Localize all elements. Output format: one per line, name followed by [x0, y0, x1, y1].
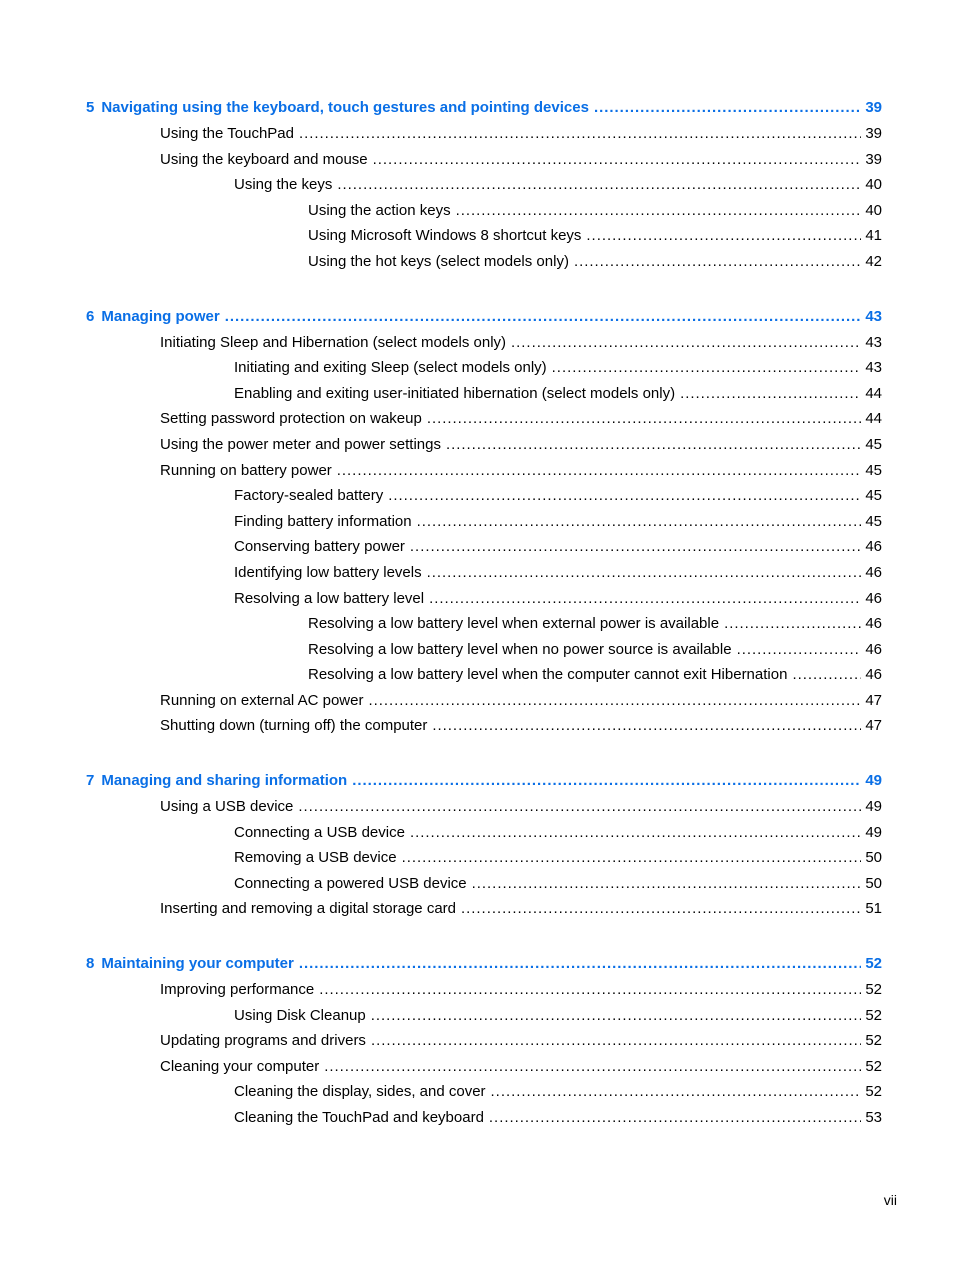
- entry-title: Connecting a powered USB device: [234, 874, 467, 892]
- dot-leader: [792, 662, 861, 688]
- entry-page-number: 50: [865, 849, 882, 867]
- toc-entry-link[interactable]: [86, 820, 882, 846]
- dot-leader: [586, 223, 861, 249]
- dot-leader: [724, 611, 861, 637]
- entry-title: Shutting down (turning off) the computer: [160, 717, 428, 735]
- entry-title: Using the keyboard and mouse: [160, 150, 368, 168]
- toc-entry-link[interactable]: [86, 637, 882, 663]
- toc-entry-link[interactable]: [86, 713, 882, 739]
- dot-leader: [373, 147, 862, 173]
- chapter-number: 5: [86, 99, 95, 116]
- dot-leader: [319, 977, 861, 1003]
- entry-title: Updating programs and drivers: [160, 1032, 366, 1050]
- entry-page-number: 50: [865, 874, 882, 892]
- entry-page-number: 52: [865, 1083, 882, 1101]
- dot-leader: [410, 820, 861, 846]
- dot-leader: [429, 586, 861, 612]
- dot-leader: [225, 303, 862, 330]
- entry-page-number: 52: [865, 981, 882, 999]
- entry-page-number: 53: [865, 1109, 882, 1126]
- chapter-number: 7: [86, 772, 95, 790]
- dot-leader: [417, 509, 862, 535]
- dot-leader: [594, 94, 861, 121]
- chapter-number: 8: [86, 955, 95, 973]
- dot-leader: [461, 896, 861, 922]
- entry-title: Identifying low battery levels: [234, 563, 422, 581]
- entry-page-number: 52: [865, 1057, 882, 1075]
- entry-page-number: 39: [865, 125, 882, 142]
- entry-title: Initiating Sleep and Hibernation (select models only): [160, 333, 507, 351]
- chapter-page-number: 49: [865, 772, 882, 790]
- entry-page-number: 47: [865, 717, 882, 735]
- entry-title: Running on battery power: [160, 461, 332, 479]
- chapter-heading: [86, 94, 594, 121]
- entry-page-number: 46: [865, 538, 882, 556]
- dot-leader: [489, 1105, 861, 1131]
- toc-entry-link[interactable]: [86, 121, 882, 147]
- entry-title: Cleaning your computer: [160, 1057, 320, 1075]
- toc-entry-link[interactable]: [86, 223, 882, 249]
- chapter-spacer: [86, 922, 882, 950]
- entry-title: Using a USB device: [160, 798, 294, 816]
- dot-leader: [552, 355, 862, 381]
- toc-entry-link[interactable]: [86, 688, 882, 714]
- dot-leader: [427, 406, 861, 432]
- entry-page-number: 39: [865, 150, 882, 168]
- toc-entry-link[interactable]: [86, 871, 882, 897]
- entry-page-number: 52: [865, 1032, 882, 1050]
- chapter-spacer: [86, 739, 882, 767]
- toc-entry-link[interactable]: [86, 381, 882, 407]
- entry-page-number: 45: [865, 461, 882, 479]
- entry-title: Using Disk Cleanup: [234, 1006, 366, 1024]
- entry-page-number: 47: [865, 691, 882, 709]
- entry-page-number: 44: [865, 384, 882, 402]
- entry-title: Conserving battery power: [234, 538, 405, 556]
- toc-entry-link[interactable]: [86, 198, 882, 224]
- chapter-number: 6: [86, 307, 95, 325]
- dot-leader: [371, 1028, 861, 1054]
- toc-entry-link[interactable]: [86, 662, 882, 688]
- entry-title: Removing a USB device: [234, 849, 397, 867]
- toc-chapter-link[interactable]: [86, 950, 882, 977]
- toc-entry-link[interactable]: [86, 794, 882, 820]
- toc-entry-link[interactable]: [86, 355, 882, 381]
- toc-entry-link[interactable]: [86, 172, 882, 198]
- dot-leader: [432, 713, 861, 739]
- dot-leader: [337, 172, 861, 198]
- entry-title: Cleaning the TouchPad and keyboard: [234, 1109, 484, 1126]
- dot-leader: [388, 483, 861, 509]
- entry-page-number: 45: [865, 512, 882, 530]
- dot-leader: [298, 794, 861, 820]
- chapter-title: Maintaining your computer: [101, 955, 294, 973]
- entry-page-number: 44: [865, 410, 882, 428]
- chapter-page-number: 43: [865, 307, 882, 325]
- toc-chapter-link[interactable]: [86, 94, 882, 121]
- entry-page-number: 46: [865, 615, 882, 633]
- dot-leader: [324, 1054, 861, 1080]
- dot-leader: [491, 1079, 862, 1105]
- entry-title: Using the action keys: [308, 201, 451, 219]
- entry-title: Resolving a low battery level: [234, 589, 425, 607]
- entry-title: Using the TouchPad: [160, 125, 294, 142]
- dot-leader: [511, 330, 861, 356]
- entry-title: Resolving a low battery level when external power is available: [308, 615, 720, 633]
- toc-entry-link[interactable]: [86, 845, 882, 871]
- entry-page-number: 40: [865, 176, 882, 194]
- entry-title: Enabling and exiting user-initiated hibernation (select models only): [234, 384, 676, 402]
- table-of-contents: [86, 94, 882, 1131]
- entry-page-number: 46: [865, 589, 882, 607]
- dot-leader: [337, 458, 862, 484]
- chapter-title: Navigating using the keyboard, touch gestures and pointing devices: [101, 99, 589, 116]
- entry-page-number: 43: [865, 359, 882, 377]
- chapter-title: Managing and sharing information: [101, 772, 348, 790]
- entry-title: Resolving a low battery level when the computer cannot exit Hibernation: [308, 666, 788, 684]
- dot-leader: [446, 432, 861, 458]
- chapter-heading: [86, 950, 299, 977]
- entry-title: Connecting a USB device: [234, 823, 405, 841]
- dot-leader: [456, 198, 862, 224]
- entry-page-number: 41: [865, 227, 882, 245]
- entry-title: Initiating and exiting Sleep (select models only): [234, 359, 547, 377]
- toc-entry-link[interactable]: [86, 586, 882, 612]
- toc-chapter-link[interactable]: [86, 303, 882, 330]
- entry-page-number: 49: [865, 823, 882, 841]
- toc-entry-link[interactable]: [86, 458, 882, 484]
- toc-entry-link[interactable]: [86, 560, 882, 586]
- dot-leader: [574, 249, 861, 275]
- toc-entry-link[interactable]: [86, 1105, 882, 1131]
- entry-title: Improving performance: [160, 981, 315, 999]
- entry-title: Cleaning the display, sides, and cover: [234, 1083, 486, 1101]
- dot-leader: [737, 637, 862, 663]
- dot-leader: [368, 688, 861, 714]
- dot-leader: [299, 121, 861, 147]
- entry-page-number: 49: [865, 798, 882, 816]
- entry-page-number: 43: [865, 333, 882, 351]
- entry-title: Inserting and removing a digital storage card: [160, 900, 457, 918]
- toc-entry-link[interactable]: [86, 249, 882, 275]
- toc-entry-link[interactable]: [86, 896, 882, 922]
- toc-entry-link[interactable]: [86, 147, 882, 173]
- chapter-title: Managing power: [101, 307, 220, 325]
- entry-title: Resolving a low battery level when no power source is available: [308, 640, 732, 658]
- dot-leader: [299, 950, 861, 977]
- dot-leader: [427, 560, 862, 586]
- toc-entry-link[interactable]: [86, 534, 882, 560]
- page-number: vii: [883, 1192, 897, 1208]
- dot-leader: [410, 534, 861, 560]
- entry-title: Setting password protection on wakeup: [160, 410, 422, 428]
- chapter-page-number: 52: [865, 955, 882, 973]
- entry-page-number: 52: [865, 1006, 882, 1024]
- toc-entry-link[interactable]: [86, 977, 882, 1003]
- dot-leader: [352, 767, 861, 794]
- toc-entry-link[interactable]: [86, 432, 882, 458]
- entry-title: Using Microsoft Windows 8 shortcut keys: [308, 227, 582, 245]
- entry-title: Finding battery information: [234, 512, 412, 530]
- dot-leader: [472, 871, 862, 897]
- toc-entry-link[interactable]: [86, 611, 882, 637]
- entry-page-number: 45: [865, 435, 882, 453]
- dot-leader: [680, 381, 861, 407]
- entry-page-number: 45: [865, 487, 882, 505]
- chapter-spacer: [86, 275, 882, 303]
- entry-title: Using the keys: [234, 176, 333, 194]
- toc-entry-link[interactable]: [86, 1028, 882, 1054]
- toc-entry-link[interactable]: [86, 406, 882, 432]
- toc-entry-link[interactable]: [86, 1054, 882, 1080]
- chapter-page-number: 39: [865, 99, 882, 116]
- toc-entry-link[interactable]: [86, 483, 882, 509]
- entry-page-number: 42: [865, 252, 882, 270]
- dot-leader: [371, 1003, 862, 1029]
- dot-leader: [402, 845, 862, 871]
- entry-title: Factory-sealed battery: [234, 487, 384, 505]
- entry-title: Running on external AC power: [160, 691, 364, 709]
- chapter-heading: [86, 767, 352, 794]
- toc-entry-link[interactable]: [86, 1079, 882, 1105]
- entry-page-number: 40: [865, 201, 882, 219]
- entry-page-number: 51: [865, 900, 882, 918]
- chapter-heading: [86, 303, 225, 330]
- toc-chapter-link[interactable]: [86, 767, 882, 794]
- toc-entry-link[interactable]: [86, 1003, 882, 1029]
- toc-entry-link[interactable]: [86, 330, 882, 356]
- entry-page-number: 46: [865, 563, 882, 581]
- entry-page-number: 46: [865, 666, 882, 684]
- toc-entry-link[interactable]: [86, 509, 882, 535]
- entry-page-number: 46: [865, 640, 882, 658]
- entry-title: Using the hot keys (select models only): [308, 252, 569, 270]
- entry-title: Using the power meter and power settings: [160, 435, 441, 453]
